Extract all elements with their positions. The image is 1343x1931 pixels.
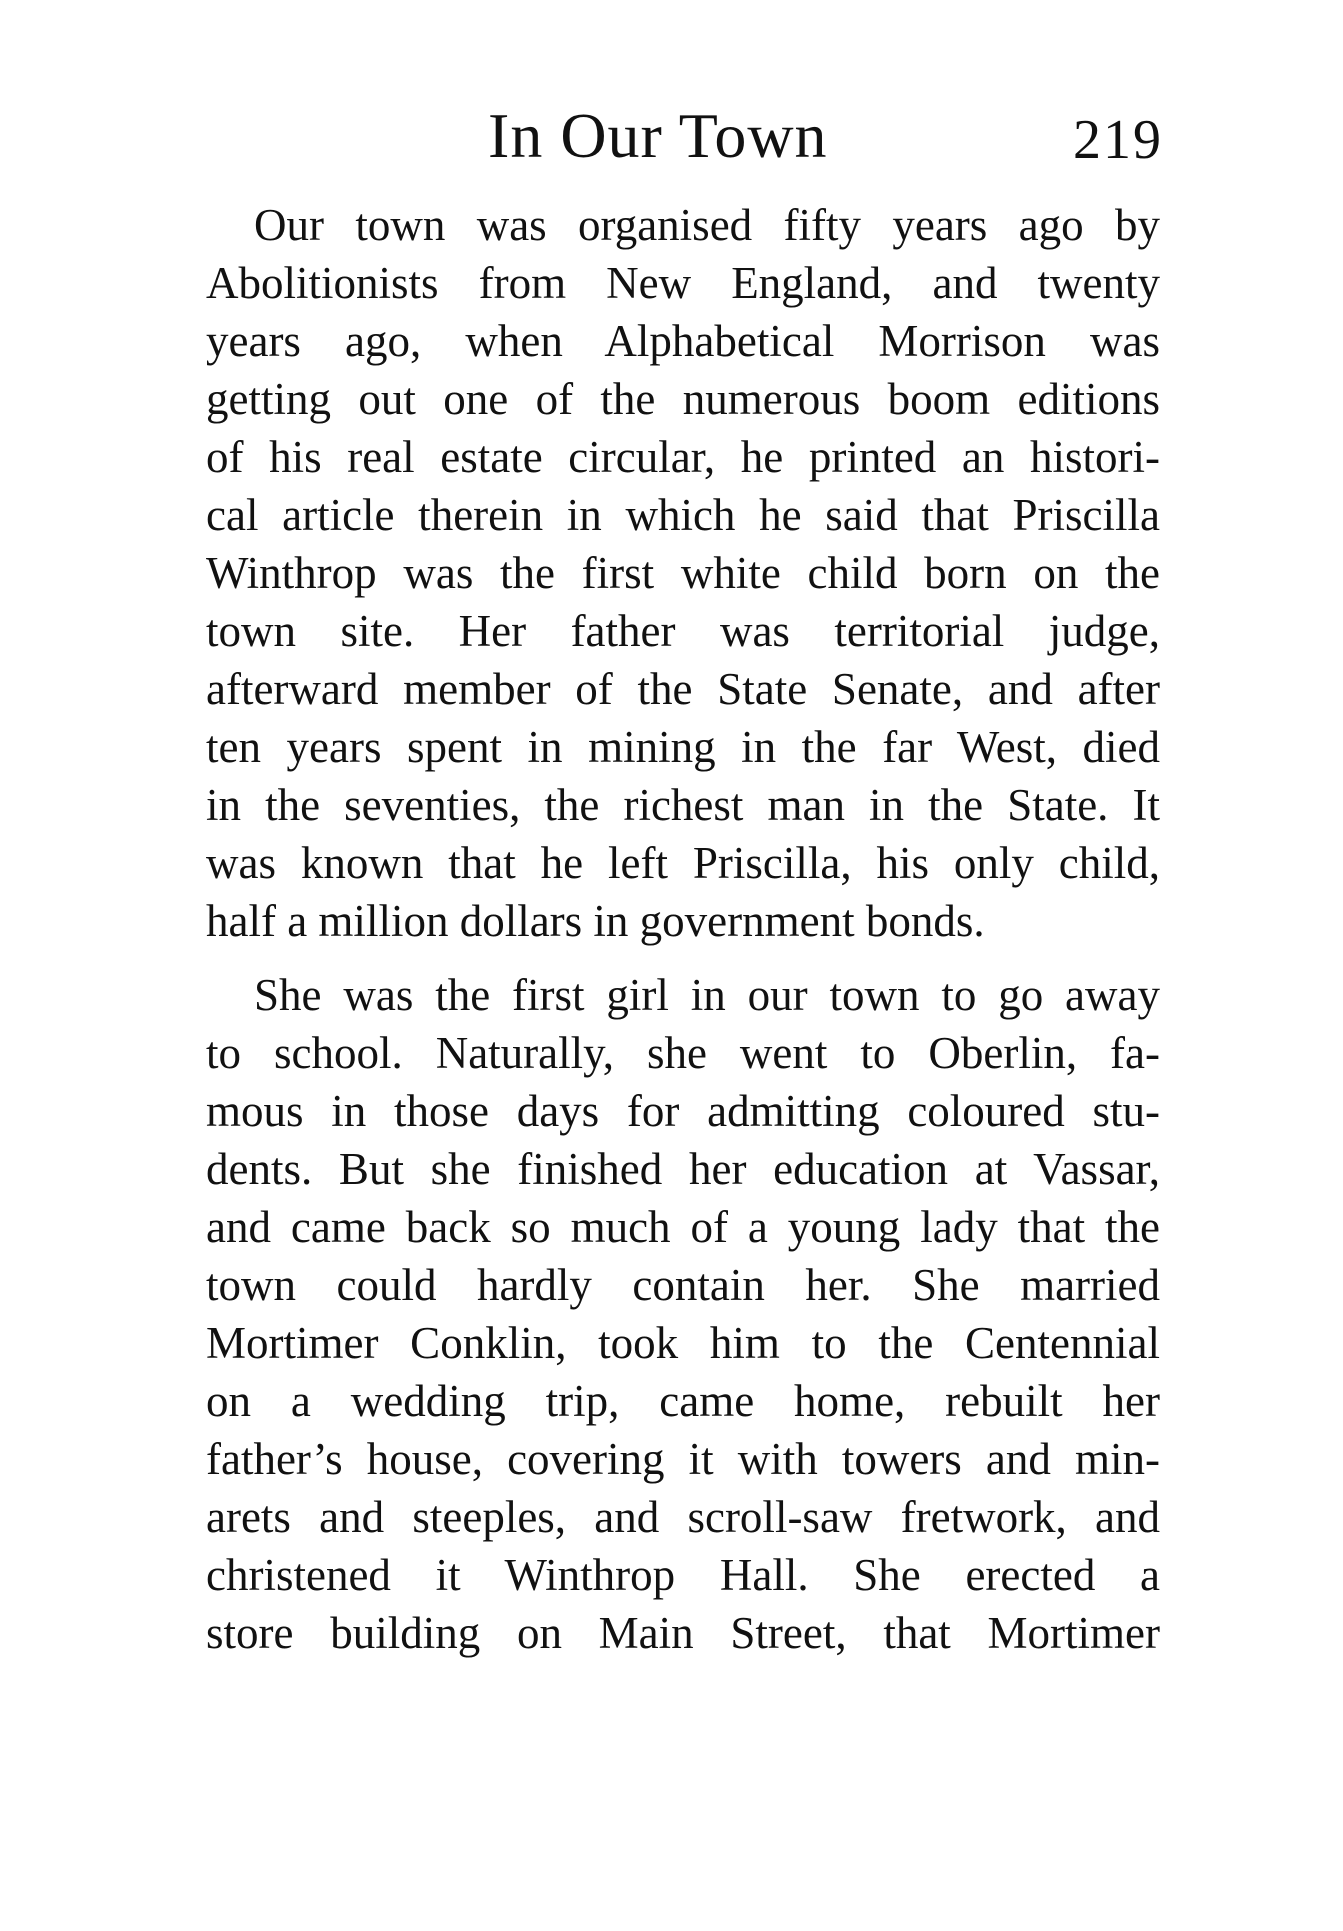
text-line: Abolitionists from New England, and twenty bbox=[206, 258, 1160, 308]
text-line: Mortimer Conklin, took him to the Centennial bbox=[206, 1318, 1160, 1368]
text-line: of his real estate circular, he printed an histori- bbox=[206, 432, 1160, 482]
text-line: christened it Winthrop Hall. She erected a bbox=[206, 1550, 1160, 1600]
text-line: half a million dollars in government bonds. bbox=[206, 896, 985, 946]
paragraph-1 bbox=[206, 196, 1160, 950]
text-line: mous in those days for admitting coloured stu- bbox=[206, 1086, 1160, 1136]
text-line: Our town was organised fifty years ago by bbox=[254, 200, 1160, 250]
text-line: getting out one of the numerous boom editions bbox=[206, 374, 1160, 424]
page-number: 219 bbox=[1073, 109, 1163, 171]
text-line: town site. Her father was territorial judge, bbox=[206, 606, 1160, 656]
text-line: ten years spent in mining in the far West, died bbox=[206, 722, 1160, 772]
text-line: afterward member of the State Senate, and after bbox=[206, 664, 1160, 714]
text-line: in the seventies, the richest man in the State. It bbox=[206, 780, 1160, 830]
text-line: on a wedding trip, came home, rebuilt her bbox=[206, 1376, 1160, 1426]
text-line: and came back so much of a young lady that the bbox=[206, 1202, 1160, 1252]
text-line: town could hardly contain her. She married bbox=[206, 1260, 1160, 1310]
text-line: dents. But she finished her education at Vassar, bbox=[206, 1144, 1160, 1194]
text-line: store building on Main Street, that Mortimer bbox=[206, 1608, 1160, 1658]
text-line: Winthrop was the first white child born on the bbox=[206, 548, 1160, 598]
text-line: She was the first girl in our town to go away bbox=[254, 970, 1160, 1020]
text-line: father’s house, covering it with towers and min- bbox=[206, 1434, 1160, 1484]
paragraph-2 bbox=[206, 966, 1160, 1662]
running-title: In Our Town bbox=[488, 100, 828, 171]
text-line: arets and steeples, and scroll-saw fretwork, and bbox=[206, 1492, 1160, 1542]
text-line: to school. Naturally, she went to Oberlin, fa- bbox=[206, 1028, 1160, 1078]
text-line: was known that he left Priscilla, his only child, bbox=[206, 838, 1160, 888]
text-line: cal article therein in which he said that Priscilla bbox=[206, 490, 1160, 540]
text-line: years ago, when Alphabetical Morrison was bbox=[206, 316, 1160, 366]
